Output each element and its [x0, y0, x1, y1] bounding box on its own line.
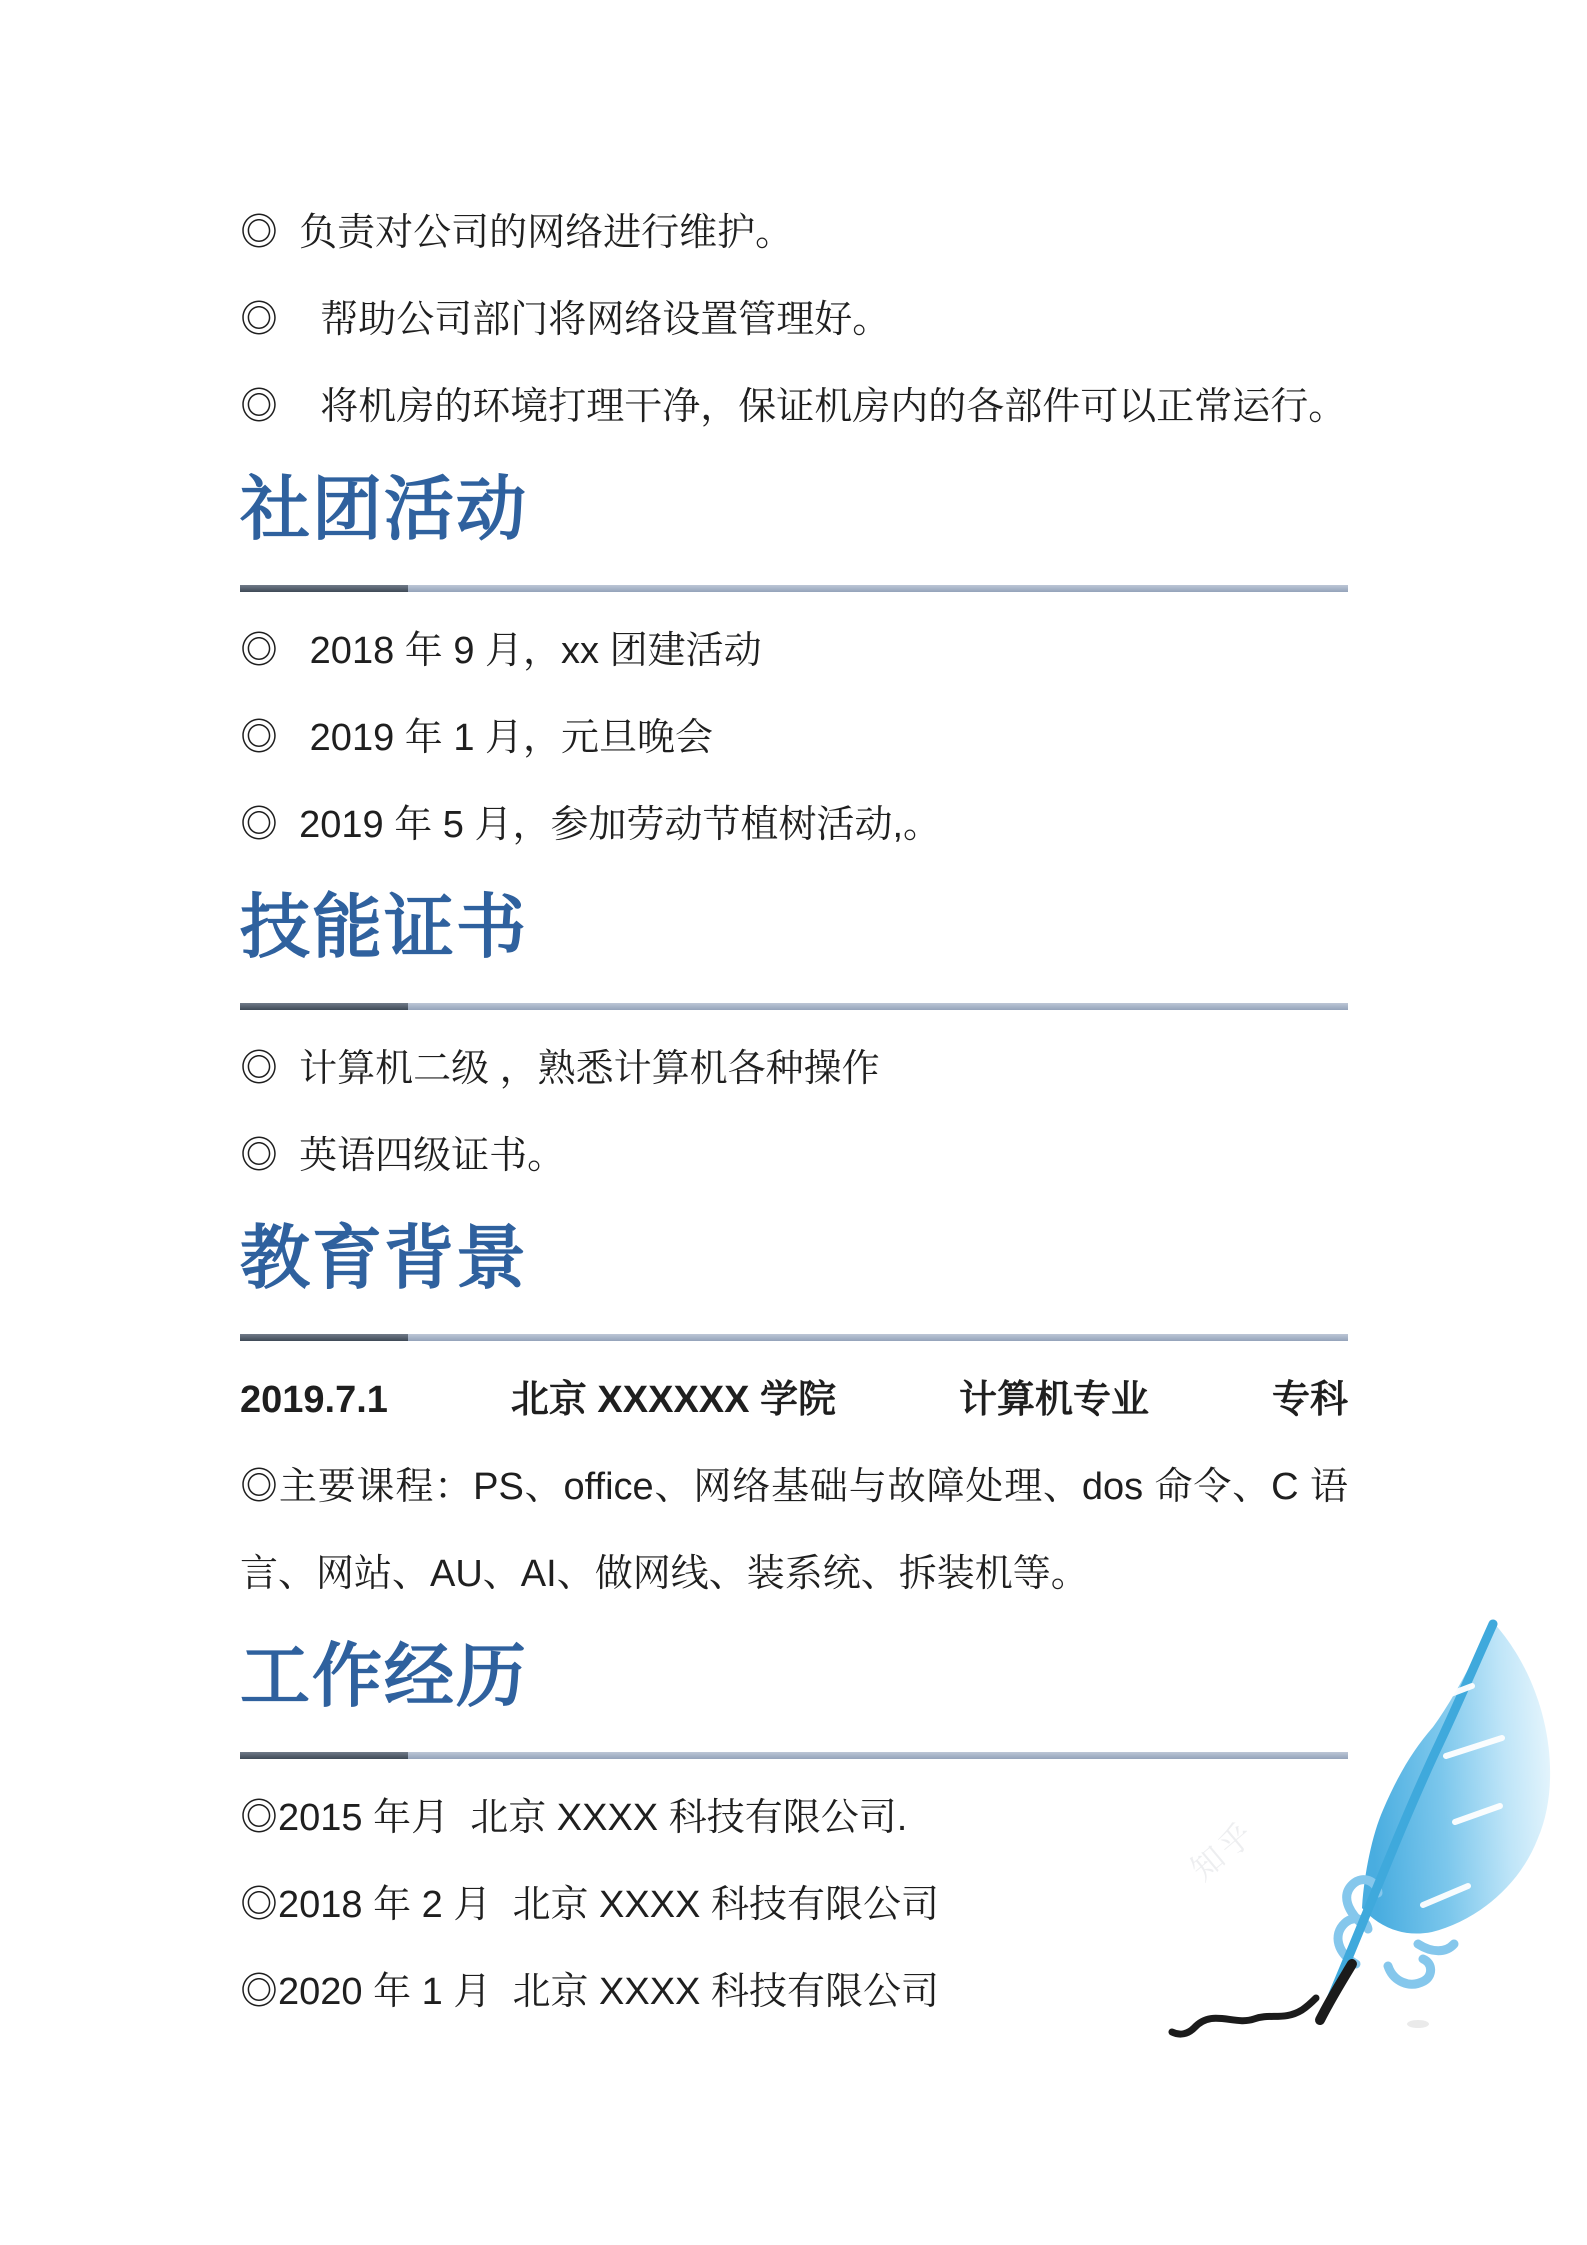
- section-club-activities: [240, 463, 1348, 869]
- education-major: 计算机专业: [959, 1379, 1150, 1421]
- section-divider: [240, 1334, 1348, 1341]
- divider-light-segment: [408, 1334, 1348, 1341]
- work-experience-item: ◎2015 年月 北京 XXXX 科技有限公司.: [240, 1797, 908, 1839]
- skill-certificates-list: [240, 1026, 1348, 1200]
- education-date: 2019.7.1: [240, 1379, 388, 1421]
- section-divider: [240, 1003, 1348, 1010]
- divider-dark-segment: [240, 1334, 408, 1341]
- skill-certificate-item: ◎ 计算机二级 ，熟悉计算机各种操作: [240, 1048, 880, 1090]
- responsibility-item: ◎ 负责对公司的网络进行维护。: [240, 212, 794, 254]
- section-title-work-experience: 工作经历: [240, 1637, 528, 1715]
- responsibility-item: ◎ 将机房的环境打理干净，保证机房内的各部件可以正常运行。: [240, 386, 1347, 428]
- watermark: 知乎: [1184, 1813, 1263, 1888]
- club-activity-item: ◎ 2019 年 5 月，参加劳动节植树活动,。: [240, 804, 942, 846]
- section-skill-certificates: [240, 881, 1348, 1200]
- divider-dark-segment: [240, 1003, 408, 1010]
- section-title-skill-certificates: 技能证书: [240, 888, 528, 966]
- quill-feather-icon: [1150, 1560, 1587, 2080]
- responsibility-item: ◎ 帮助公司部门将网络设置管理好。: [240, 299, 891, 341]
- responsibilities-list: [240, 190, 1348, 451]
- section-title-education: 教育背景: [240, 1219, 528, 1297]
- work-experience-item: ◎2018 年 2 月 北京 XXXX 科技有限公司: [240, 1884, 939, 1926]
- section-divider: [240, 585, 1348, 592]
- divider-light-segment: [408, 585, 1348, 592]
- work-experience-item: ◎2020 年 1 月 北京 XXXX 科技有限公司: [240, 1971, 939, 2013]
- feather-blade: [1362, 1622, 1550, 1934]
- education-courses: ◎主要课程：PS、office、网络基础与故障处理、dos 命令、C 语言、网站、AU、AI、做网线、装系统、拆装机等。: [240, 1466, 1348, 1595]
- quill-nib: [1320, 1964, 1352, 2020]
- education-row: [240, 1357, 1348, 1444]
- club-activity-item: ◎ 2018 年 9 月，xx 团建活动: [240, 630, 762, 672]
- education-school: 北京 XXXXXX 学院: [510, 1379, 837, 1421]
- club-activities-list: [240, 608, 1348, 869]
- section-title-club-activities: 社团活动: [240, 470, 528, 548]
- ink-shadow: [1407, 2020, 1429, 2028]
- ink-stroke: [1172, 1998, 1316, 2034]
- education-degree: 专科: [1271, 1379, 1348, 1421]
- divider-dark-segment: [240, 1752, 408, 1759]
- divider-dark-segment: [240, 585, 408, 592]
- section-education: [240, 1212, 1348, 1618]
- skill-certificate-item: ◎ 英语四级证书。: [240, 1135, 566, 1177]
- divider-light-segment: [408, 1003, 1348, 1010]
- club-activity-item: ◎ 2019 年 1 月，元旦晚会: [240, 717, 714, 759]
